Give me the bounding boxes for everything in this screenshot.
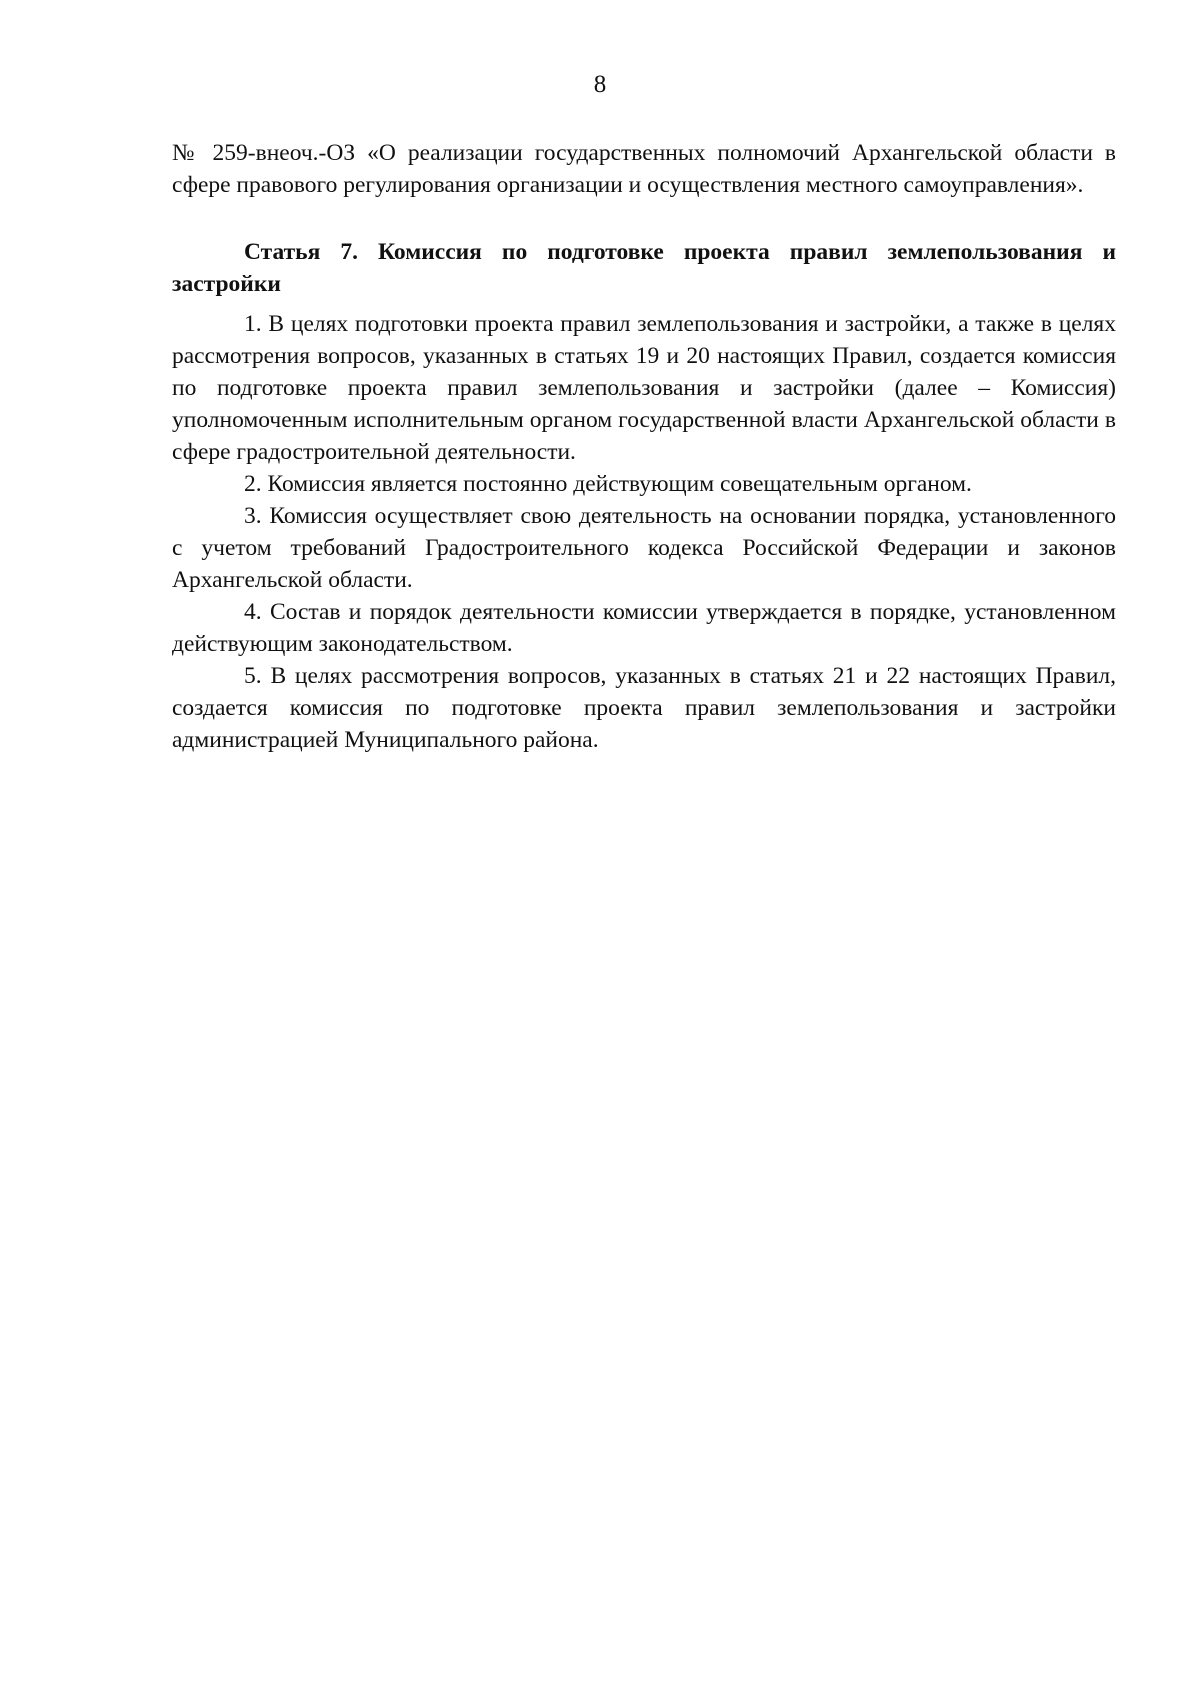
article-paragraph-4: 4. Состав и порядок деятельности комиссии утверждается в порядке, установленном действующим законодательством. [172,599,1116,657]
page-number: 8 [593,71,607,98]
article-heading: Статья 7. Комиссия по подготовке проекта правил землепользования и застройки [172,239,1116,297]
article-paragraph-2: 2. Комиссия является постоянно действующим совещательным органом. [244,471,972,497]
continuation-paragraph: № 259-внеоч.-ОЗ «О реализации государственных полномочий Архангельской области в сфере правового регулирования организации и осуществления местного самоуправления». [172,140,1116,198]
article-paragraph-1: 1. В целях подготовки проекта правил землепользования и застройки, а также в целях рассмотрения вопросов, указанных в статьях 19 и 20 настоящих Правил, создается комиссия по подготовке проекта правил землепользования и застройки (далее – Комиссия) уполномоченным исполнительным органом государственной власти Архангельской области в сфере градостроительной деятельности. [172,311,1116,465]
article-paragraph-5: 5. В целях рассмотрения вопросов, указанных в статьях 21 и 22 настоящих Правил, создается комиссия по подготовке проекта правил землепользования и застройки администрацией Муниципального района. [172,663,1116,753]
article-paragraph-3: 3. Комиссия осуществляет свою деятельность на основании порядка, установленного с учетом требований Градостроительного кодекса Российской Федерации и законов Архангельской области. [172,503,1116,593]
document-body [172,137,1116,756]
